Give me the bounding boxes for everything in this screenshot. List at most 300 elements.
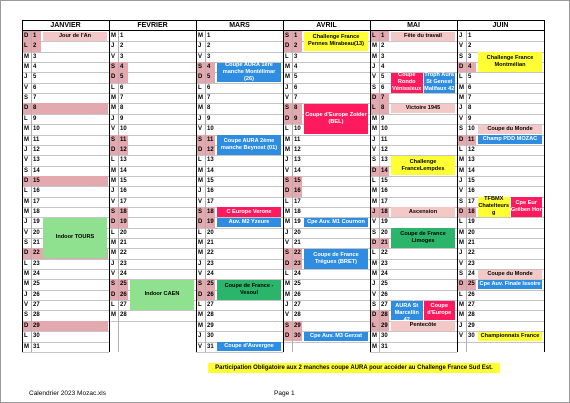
day-number: 1 [292, 31, 302, 41]
day-number: 1 [468, 33, 472, 39]
day-number: 22 [468, 250, 475, 257]
day-number: 29 [292, 321, 302, 331]
day-letter: M [111, 95, 116, 102]
day-number: 3 [468, 53, 472, 60]
day-letter: D [23, 321, 31, 331]
day-number: 7 [207, 95, 211, 102]
day-letter: M [372, 271, 377, 278]
day-letter: M [198, 250, 203, 257]
day-letter: J [198, 43, 202, 50]
event-block[interactable]: Coupe du Monde [478, 125, 542, 134]
day-letter: S [459, 126, 464, 133]
day-number: 11 [466, 135, 476, 145]
event-block[interactable]: Coupe d'Europe Zolder (BEL) [304, 104, 368, 134]
day-number: 12 [381, 146, 388, 153]
event-block[interactable]: C Europe Verone [217, 207, 281, 216]
month-header-fevrier: FEVRIER [109, 20, 196, 31]
day-number: 26 [118, 290, 128, 300]
day-letter: S [24, 95, 29, 102]
day-number: 22 [381, 250, 388, 257]
day-number: 7 [120, 95, 124, 102]
day-letter: J [372, 136, 376, 143]
day-number: 1 [120, 33, 124, 39]
day-letter: V [285, 240, 290, 246]
day-letter: D [23, 103, 31, 113]
event-block[interactable]: TFBMX Chatelteurs g [478, 196, 510, 217]
day-letter: D [110, 217, 118, 227]
month-divider [283, 20, 284, 352]
day-letter: D [458, 279, 466, 289]
weekend-band [41, 321, 108, 331]
day-number: 13 [207, 157, 214, 164]
day-number: 27 [468, 302, 475, 309]
day-letter: J [198, 115, 202, 122]
event-block[interactable]: Cpe Auv. M1 Cournon [304, 218, 368, 227]
day-letter: D [284, 259, 292, 269]
day-number: 9 [207, 115, 211, 122]
day-letter: D [23, 248, 31, 258]
day-number: 12 [118, 145, 128, 155]
day-number: 15 [381, 177, 388, 184]
day-number: 4 [381, 64, 385, 71]
day-number: 18 [118, 207, 128, 217]
day-number: 26 [294, 291, 301, 298]
day-divider [292, 31, 293, 352]
day-number: 12 [205, 145, 215, 155]
day-letter: M [459, 167, 464, 174]
day-letter: V [372, 291, 377, 298]
day-letter: J [24, 146, 28, 153]
day-number: 8 [379, 103, 389, 113]
day-number: 4 [205, 62, 215, 72]
day-number: 8 [207, 105, 211, 112]
day-number: 11 [118, 135, 128, 145]
day-number: 3 [381, 53, 385, 60]
day-letter: V [372, 146, 377, 153]
event-block[interactable]: Challenge France Montmélian [478, 52, 542, 72]
day-number: 27 [207, 302, 214, 309]
event-block[interactable]: Champ PDD MOZAC [478, 135, 542, 144]
day-number: 15 [292, 176, 302, 186]
day-number: 22 [292, 248, 302, 258]
day-number: 25 [118, 279, 128, 289]
day-letter: M [198, 240, 203, 246]
row-divider [109, 321, 196, 322]
day-letter: M [285, 146, 290, 153]
day-number: 14 [120, 167, 127, 174]
day-number: 17 [381, 198, 388, 205]
day-number: 24 [468, 271, 475, 278]
day-number: 30 [468, 333, 475, 340]
day-letter: V [459, 188, 464, 195]
day-number: 23 [468, 260, 475, 267]
day-letter: J [372, 281, 376, 288]
day-letter: S [459, 198, 464, 205]
day-number: 24 [207, 271, 214, 278]
day-letter: L [371, 31, 379, 41]
day-letter: S [197, 62, 205, 72]
day-number: 21 [294, 240, 301, 246]
day-letter: M [285, 291, 290, 298]
footer-filename: Calendrier 2023 Mozac.xls [29, 390, 106, 397]
day-letter: M [459, 229, 464, 236]
day-letter: S [110, 62, 118, 72]
day-letter: V [372, 74, 377, 81]
day-letter: M [372, 343, 377, 350]
day-number: 16 [120, 188, 127, 195]
day-number: 31 [381, 343, 388, 350]
day-number: 14 [207, 167, 214, 174]
day-number: 24 [381, 271, 388, 278]
day-number: 7 [33, 95, 37, 102]
day-number: 3 [120, 53, 124, 60]
month-divider [544, 20, 545, 352]
event-block[interactable]: Coupe de France - Vesoul [217, 280, 281, 300]
day-letter: M [24, 271, 29, 278]
day-letter: L [459, 291, 463, 298]
event-block[interactable]: Coupe AURA 2ème manche Beynost (01) [217, 135, 281, 155]
day-letter: M [111, 312, 116, 319]
event-block[interactable]: Coupe du Monde [478, 270, 542, 279]
day-letter: M [459, 95, 464, 102]
day-letter: S [110, 207, 118, 217]
day-letter: V [459, 115, 464, 122]
day-letter: V [111, 126, 116, 133]
day-number: 16 [33, 188, 40, 195]
day-number: 27 [294, 302, 301, 309]
day-letter: M [372, 115, 377, 122]
month-divider [457, 20, 458, 352]
day-letter: V [198, 343, 203, 350]
day-number: 30 [33, 333, 40, 340]
day-number: 3 [294, 53, 298, 60]
event-block[interactable]: Coupe d'Europe [424, 301, 456, 321]
event-block[interactable]: Jour de l'An [43, 32, 107, 41]
month-divider [109, 20, 110, 352]
day-number: 11 [33, 136, 40, 143]
day-number: 12 [468, 146, 475, 153]
day-number: 12 [33, 146, 40, 153]
event-block[interactable]: Cpe Eur Grêben Hor [511, 197, 543, 217]
day-number: 14 [294, 167, 301, 174]
day-number: 21 [33, 240, 40, 246]
day-number: 1 [31, 31, 41, 41]
day-letter: D [371, 238, 379, 248]
day-letter: V [285, 95, 290, 102]
day-letter: L [285, 53, 289, 60]
event-block[interactable]: Ascension [391, 207, 455, 216]
day-letter: S [24, 167, 29, 174]
day-number: 28 [468, 312, 475, 319]
day-number: 25 [294, 281, 301, 288]
event-block[interactable]: Coupe d'Auvergne [217, 342, 281, 351]
day-number: 28 [33, 312, 40, 319]
day-number: 27 [33, 302, 40, 309]
day-number: 10 [468, 126, 475, 133]
day-number: 21 [207, 240, 214, 246]
event-block[interactable]: Pentecôte [391, 321, 455, 330]
month-header-mars: MARS [196, 20, 283, 31]
day-letter: L [24, 260, 28, 267]
day-letter: D [110, 145, 118, 155]
day-letter: M [285, 208, 290, 215]
day-divider [118, 31, 119, 352]
day-number: 27 [120, 302, 127, 309]
event-block[interactable]: Coupe Rondo Vénissieux [392, 72, 422, 93]
day-letter: M [198, 322, 203, 329]
day-letter: D [284, 331, 292, 341]
day-letter: M [24, 64, 29, 71]
day-number: 2 [381, 43, 385, 50]
day-letter: D [23, 176, 31, 186]
day-number: 8 [31, 103, 41, 113]
day-letter: M [372, 198, 377, 205]
day-letter: L [285, 271, 289, 278]
day-number: 2 [120, 43, 124, 50]
day-letter: D [458, 207, 466, 217]
day-letter: J [111, 115, 115, 122]
day-letter: M [111, 167, 116, 174]
day-number: 4 [294, 64, 298, 71]
day-letter: M [111, 105, 116, 112]
day-number: 31 [33, 343, 40, 350]
day-number: 3 [33, 53, 37, 60]
day-letter: J [459, 33, 463, 39]
day-letter: S [284, 248, 292, 258]
day-number: 17 [294, 198, 301, 205]
row-divider [370, 352, 457, 353]
event-block[interactable]: Challenge FranceLempdes [391, 156, 455, 176]
day-number: 12 [294, 146, 301, 153]
day-letter: V [111, 198, 116, 205]
day-letter: L [285, 126, 289, 133]
day-number: 21 [468, 240, 475, 246]
month-header-avril: AVRIL [283, 20, 370, 31]
day-letter: D [284, 41, 292, 51]
day-letter: J [459, 250, 463, 257]
day-number: 2 [207, 43, 211, 50]
day-letter: V [111, 53, 116, 60]
day-number: 30 [381, 333, 388, 340]
day-letter: M [372, 126, 377, 133]
event-block[interactable]: Championnats France [478, 332, 542, 341]
day-letter: J [459, 177, 463, 184]
day-number: 19 [33, 219, 40, 226]
day-number: 6 [294, 84, 298, 91]
day-number: 6 [207, 84, 211, 91]
day-letter: S [24, 240, 29, 246]
event-block[interactable]: Victoire 1945 [391, 104, 455, 113]
day-letter: S [110, 279, 118, 289]
day-number: 29 [468, 322, 475, 329]
day-letter: S [197, 135, 205, 145]
day-number: 28 [294, 312, 301, 319]
event-block[interactable]: Cpe Auv. Finale Issoire [478, 280, 542, 289]
day-letter: J [371, 207, 379, 217]
day-number: 9 [381, 115, 385, 122]
day-letter: J [24, 74, 28, 81]
event-block[interactable]: Coupe de France Tréguex (BRET) [304, 249, 368, 269]
day-number: 19 [468, 219, 475, 226]
day-letter: M [459, 302, 464, 309]
day-number: 19 [118, 217, 128, 227]
event-block[interactable]: Cpe Auv. M3 Gerzat [304, 332, 368, 341]
day-number: 7 [294, 95, 298, 102]
day-letter: L [111, 229, 115, 236]
day-number: 1 [207, 33, 211, 39]
day-letter: J [459, 105, 463, 112]
day-number: 24 [120, 271, 127, 278]
day-number: 26 [468, 291, 475, 298]
day-letter: L [459, 74, 463, 81]
day-number: 2 [31, 41, 41, 51]
day-number: 8 [292, 103, 302, 113]
day-number: 5 [468, 74, 472, 81]
day-letter: V [198, 53, 203, 60]
event-block[interactable]: Challenge France Pennes Mirabeau(13) [304, 32, 368, 52]
day-number: 29 [207, 322, 214, 329]
day-number: 13 [33, 157, 40, 164]
day-number: 15 [120, 177, 127, 184]
day-number: 14 [33, 167, 40, 174]
day-letter: S [372, 157, 377, 164]
day-letter: D [458, 135, 466, 145]
day-number: 16 [468, 188, 475, 195]
day-number: 15 [31, 176, 41, 186]
day-letter: L [372, 177, 376, 184]
day-number: 16 [292, 186, 302, 196]
day-number: 17 [33, 198, 40, 205]
day-number: 8 [468, 105, 472, 112]
day-number: 28 [120, 312, 127, 319]
day-number: 11 [205, 135, 215, 145]
day-letter: D [197, 290, 205, 300]
day-number: 4 [466, 62, 476, 72]
day-number: 26 [33, 291, 40, 298]
day-letter: J [198, 333, 202, 340]
day-number: 16 [207, 188, 214, 195]
day-letter: M [459, 240, 464, 246]
day-letter: V [111, 271, 116, 278]
event-block[interactable]: Fête du travail [391, 32, 455, 41]
day-letter: S [459, 53, 464, 60]
day-letter: L [285, 198, 289, 205]
day-number: 9 [33, 115, 37, 122]
day-letter: M [285, 64, 290, 71]
day-letter: S [372, 302, 377, 309]
event-block[interactable]: Indoor TOURS [43, 218, 107, 258]
day-letter: S [459, 271, 464, 278]
day-number: 18 [294, 208, 301, 215]
day-number: 23 [33, 260, 40, 267]
day-divider [205, 31, 206, 352]
day-number: 26 [205, 290, 215, 300]
day-number: 23 [207, 260, 214, 267]
day-letter: J [24, 291, 28, 298]
day-letter: M [198, 177, 203, 184]
event-block[interactable]: Troph Aura St Genest Malifaux 42 [424, 72, 455, 93]
day-letter: J [111, 188, 115, 195]
day-number: 10 [120, 126, 127, 133]
event-block[interactable]: Champ AURA St Marcellin [391, 301, 423, 321]
day-number: 5 [118, 72, 128, 82]
day-letter: V [198, 126, 203, 133]
day-letter: J [198, 188, 202, 195]
day-number: 18 [466, 207, 476, 217]
day-letter: L [372, 250, 376, 257]
day-letter: L [371, 103, 379, 113]
day-number: 19 [381, 219, 388, 226]
day-number: 9 [468, 115, 472, 122]
event-block[interactable]: Auv. M2 Yzeure [217, 218, 281, 227]
day-letter: D [458, 62, 466, 72]
day-number: 29 [379, 321, 389, 331]
day-letter: M [24, 208, 29, 215]
day-number: 13 [381, 157, 388, 164]
day-number: 10 [294, 126, 301, 133]
day-number: 30 [292, 331, 302, 341]
event-block[interactable]: Coupe de France Limoges [391, 228, 455, 248]
day-divider [379, 31, 380, 352]
day-number: 7 [379, 93, 389, 103]
row-divider [457, 342, 544, 343]
day-number: 6 [33, 84, 37, 91]
day-letter: J [372, 64, 376, 71]
day-letter: S [284, 321, 292, 331]
day-number: 10 [33, 126, 40, 133]
row-divider [22, 352, 109, 353]
day-letter: D [284, 186, 292, 196]
month-header-mai: MAI [370, 20, 457, 31]
event-block[interactable]: Coupe AURA 1ère manche Montélimar (26) [217, 63, 281, 83]
day-number: 3 [207, 53, 211, 60]
day-number: 17 [468, 198, 475, 205]
day-number: 23 [381, 260, 388, 267]
day-letter: J [111, 43, 115, 50]
day-number: 20 [294, 229, 301, 236]
day-letter: V [372, 219, 377, 226]
day-number: 1 [379, 31, 389, 41]
day-letter: M [285, 74, 290, 81]
day-number: 18 [205, 207, 215, 217]
day-number: 31 [207, 343, 214, 350]
day-letter: V [24, 84, 29, 91]
day-number: 5 [381, 74, 385, 81]
day-letter: V [24, 302, 29, 309]
day-number: 6 [468, 84, 472, 91]
day-divider [31, 31, 32, 352]
day-number: 23 [120, 260, 127, 267]
day-number: 25 [33, 281, 40, 288]
day-number: 9 [292, 114, 302, 124]
day-letter: M [459, 312, 464, 319]
day-letter: V [285, 167, 290, 174]
day-number: 4 [33, 64, 37, 71]
event-block[interactable]: Indoor CAEN [130, 280, 194, 310]
day-letter: J [285, 157, 289, 164]
day-letter: M [111, 33, 116, 39]
day-letter: M [459, 157, 464, 164]
day-letter: M [198, 312, 203, 319]
day-letter: S [372, 229, 377, 236]
day-letter: M [459, 84, 464, 91]
day-number: 20 [33, 229, 40, 236]
day-letter: J [24, 219, 28, 226]
day-letter: M [111, 250, 116, 257]
day-letter: M [24, 136, 29, 143]
day-letter: V [459, 260, 464, 267]
day-letter: V [24, 157, 29, 164]
